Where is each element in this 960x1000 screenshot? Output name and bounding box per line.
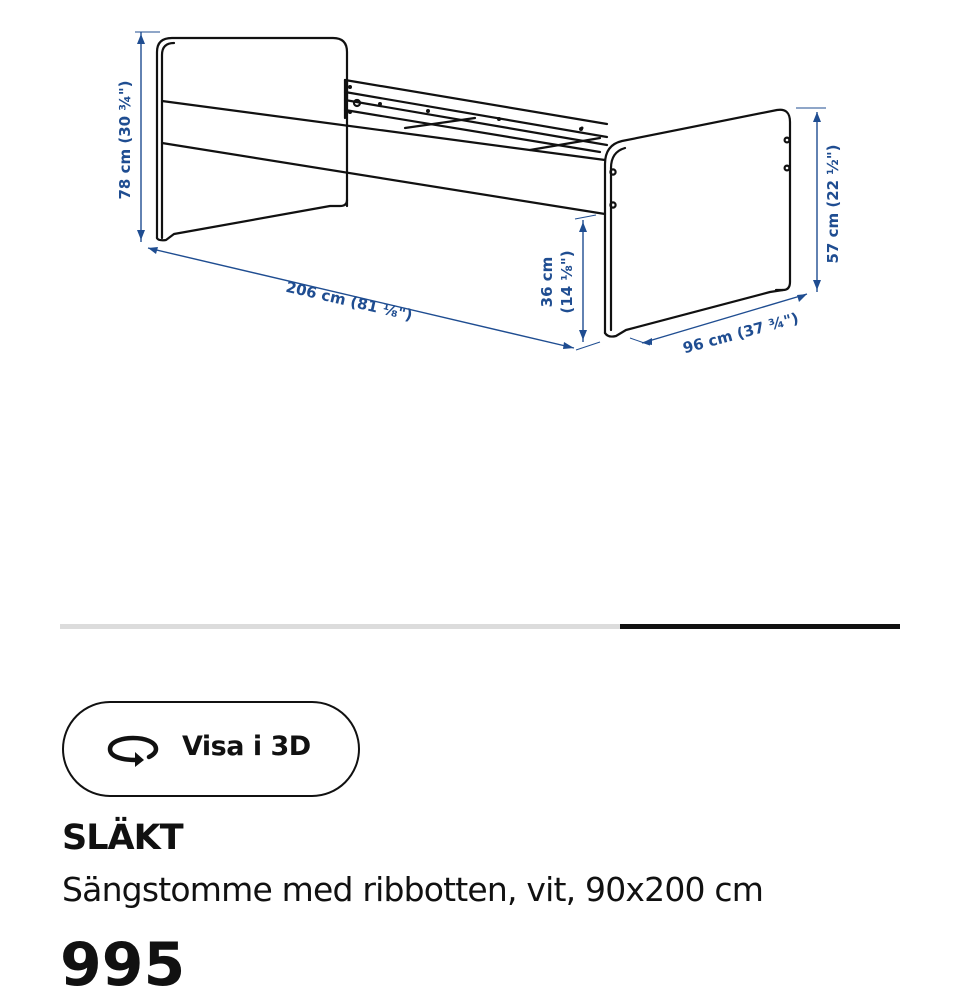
- side-height-label-cm: 36 cm: [538, 256, 556, 308]
- rotate-3d-icon: [106, 733, 160, 767]
- view-in-3d-button[interactable]: [62, 701, 360, 797]
- product-price: 995: [60, 930, 186, 1000]
- image-carousel-scrollbar[interactable]: [60, 624, 900, 629]
- view-in-3d-label: Visa i 3D: [182, 731, 311, 762]
- product-name: SLÄKT: [62, 818, 183, 858]
- headboard-height-label: 78 cm (30 ¾"): [116, 80, 134, 200]
- side-height-label-in: (14 ⅛"): [558, 250, 576, 314]
- width-label: 96 cm (37 ¾"): [680, 309, 801, 358]
- length-label: 206 cm (81 ⅛"): [284, 277, 415, 325]
- product-description: Sängstomme med ribbotten, vit, 90x200 cm: [62, 870, 764, 909]
- footboard-height-label: 57 cm (22 ½"): [824, 144, 842, 264]
- carousel-scroll-thumb[interactable]: [620, 624, 900, 629]
